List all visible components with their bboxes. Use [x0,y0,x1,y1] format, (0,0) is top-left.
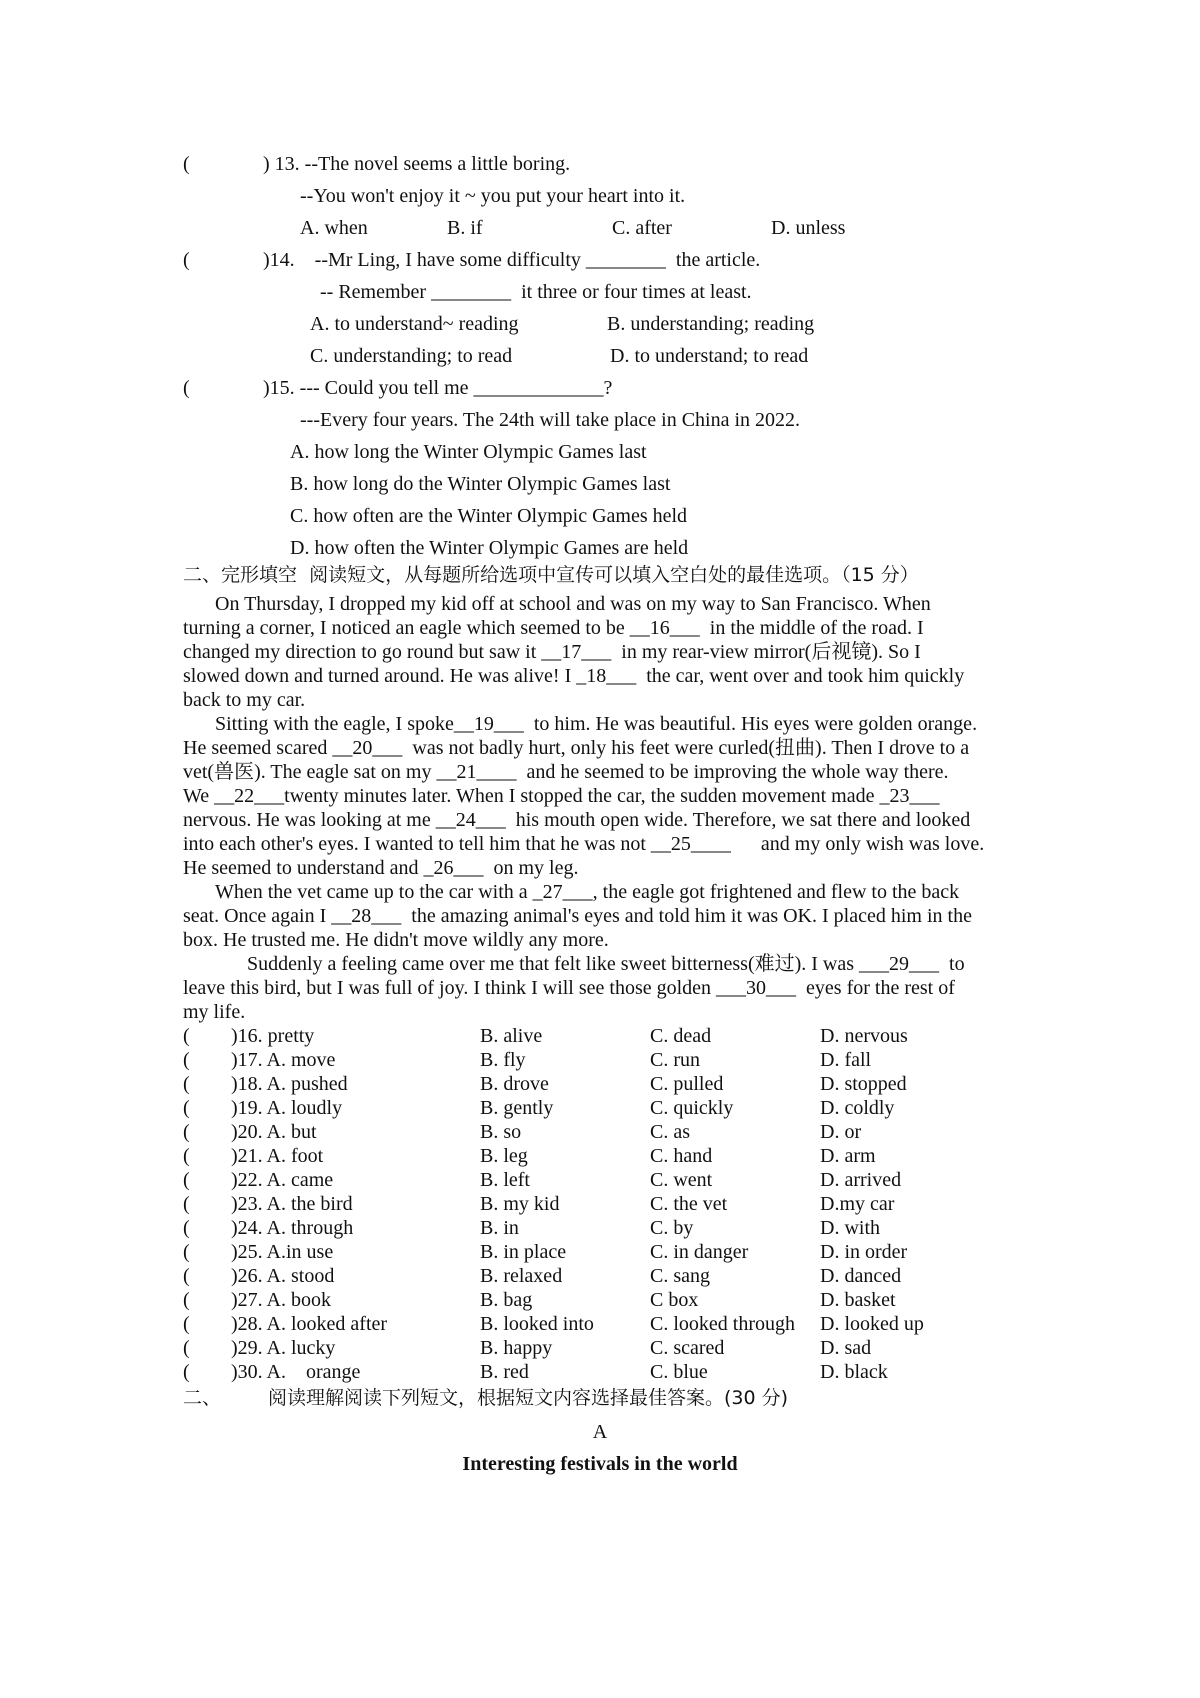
option-d: D. fall [820,1049,872,1071]
option-a: )28. A. looked after [231,1313,388,1335]
question-reply: -- Remember ________ it three or four times at least. [320,281,752,303]
blank-29: ___29___ [859,953,940,975]
option-b: B. alive [480,1025,543,1047]
answer-paren: ( [183,1313,190,1335]
section-number: 二、 [183,1387,222,1409]
passage-line: He seemed to understand and _26___ on my leg. [183,857,579,879]
option-b: B. leg [480,1145,528,1167]
option-b: B. red [480,1361,529,1383]
question-stem: )15. --- Could you tell me _____________? [263,377,613,399]
option-b: B. if [447,217,483,239]
option-c: C. how often are the Winter Olympic Games held [290,505,688,527]
answer-paren: ( [183,153,190,175]
option-a: )22. A. came [231,1169,334,1191]
option-d: D. with [820,1217,880,1239]
option-c: C. the vet [650,1193,728,1215]
option-b: B. fly [480,1049,526,1071]
option-c: C. pulled [650,1073,724,1095]
passage-line: my life. [183,1001,246,1023]
blank-23: _23___ [879,785,940,807]
option-c: C box [650,1289,699,1311]
blank-16: __16___ [629,617,700,639]
option-b: B. left [480,1169,530,1191]
option-c: C. dead [650,1025,712,1047]
question-reply: --You won't enjoy it ~ you put your heart into it. [300,185,686,207]
passage-line: box. He trusted me. He didn't move wildly any more. [183,929,609,951]
answer-paren: ( [183,1121,190,1143]
option-a: )18. A. pushed [231,1073,348,1095]
passage-line: changed my direction to go round but saw it __17___ in my rear-view mirror(后视镜). So I [183,641,921,663]
option-a: )29. A. lucky [231,1337,336,1359]
option-d: D. nervous [820,1025,908,1047]
answer-paren: ( [183,1193,190,1215]
option-a: )20. A. but [231,1121,317,1143]
blank-22: __22___ [214,785,285,807]
question-stem: ) 13. --The novel seems a little boring. [263,153,571,175]
option-c: C. sang [650,1265,710,1287]
option-d: D.my car [820,1193,895,1215]
blank-20: __20___ [332,737,403,759]
passage-line: back to my car. [183,689,306,711]
option-d: D. to understand; to read [610,345,809,367]
option-a: )21. A. foot [231,1145,324,1167]
option-d: D. unless [771,217,846,239]
option-b: B. in place [480,1241,567,1263]
option-c: C. blue [650,1361,708,1383]
answer-paren: ( [183,1145,190,1167]
option-d: D. arm [820,1145,876,1167]
option-b: B. so [480,1121,522,1143]
option-a: )30. A. orange [231,1361,361,1383]
option-d: D. danced [820,1265,902,1287]
answer-paren: ( [183,1049,190,1071]
section-instructions: 阅读理解阅读下列短文，根据短文内容选择最佳答案。(30 分) [268,1387,789,1409]
answer-paren: ( [183,377,190,399]
option-a: )16. pretty [231,1025,315,1047]
blank-24: __24___ [435,809,506,831]
option-b: B. drove [480,1073,549,1095]
question-reply: ---Every four years. The 24th will take place in China in 2022. [300,409,801,431]
option-d: D. in order [820,1241,908,1263]
option-c: C. after [612,217,672,239]
question-stem: )14. --Mr Ling, I have some difficulty ________ the article. [263,249,761,271]
option-c: C. quickly [650,1097,734,1119]
passage-line: leave this bird, but I was full of joy. I think I will see those golden ___30___ eyes for the rest of [183,977,955,999]
passage-line: slowed down and turned around. He was alive! I _18___ the car, went over and took him quickly [183,665,965,687]
option-d: D. sad [820,1337,872,1359]
blank-18: _18___ [576,665,637,687]
blank-30: ___30___ [716,977,797,999]
option-a: )27. A. book [231,1289,331,1311]
option-b: B. bag [480,1289,533,1311]
option-d: D. arrived [820,1169,902,1191]
option-a: A. how long the Winter Olympic Games last [290,441,647,463]
passage-line: We __22___twenty minutes later. When I stopped the car, the sudden movement made _23___ [183,785,940,807]
option-b: B. happy [480,1337,553,1359]
blank-28: __28___ [331,905,402,927]
option-c: C. as [650,1121,690,1143]
answer-paren: ( [183,1025,190,1047]
answer-paren: ( [183,1289,190,1311]
option-b: B. gently [480,1097,554,1119]
blank-21: __21____ [436,761,517,783]
answer-paren: ( [183,1361,190,1383]
option-b: B. how long do the Winter Olympic Games last [290,473,671,495]
option-a: )23. A. the bird [231,1193,353,1215]
answer-paren: ( [183,1169,190,1191]
blank: ________ [431,281,512,303]
passage-line: Sitting with the eagle, I spoke__19___ to him. He was beautiful. His eyes were golden orange. [215,713,978,735]
option-c: C. by [650,1217,694,1239]
answer-paren: ( [183,1217,190,1239]
blank-17: __17___ [541,641,612,663]
option-d: D. or [820,1121,862,1143]
passage-line: He seemed scared __20___ was not badly hurt, only his feet were curled(扭曲). Then I drove to a [183,737,970,759]
passage-label: A [592,1421,608,1443]
blank-26: _26___ [423,857,484,879]
option-c: C. understanding; to read [310,345,513,367]
answer-paren: ( [183,1265,190,1287]
option-b: B. relaxed [480,1265,563,1287]
option-c: C. run [650,1049,700,1071]
option-a: )26. A. stood [231,1265,335,1287]
answer-paren: ( [183,249,190,271]
cloze-heading: 二、完形填空 阅读短文，从每题所给选项中宣传可以填入空白处的最佳选项。（15 分） [183,564,919,586]
passage-line: seat. Once again I __28___ the amazing animal's eyes and told him it was OK. I placed him in the [183,905,972,927]
blank-19: __19___ [453,713,524,735]
option-a: )24. A. through [231,1217,354,1239]
answer-paren: ( [183,1073,190,1095]
option-d: D. looked up [820,1313,924,1335]
option-d: D. basket [820,1289,896,1311]
answer-paren: ( [183,1241,190,1263]
passage-line: into each other's eyes. I wanted to tell him that he was not __25____ and my only wish was love. [183,833,985,855]
option-a: A. to understand~ reading [310,313,519,335]
option-a: )19. A. loudly [231,1097,343,1119]
passage-line: turning a corner, I noticed an eagle which seemed to be __16___ in the middle of the road. I [183,617,924,639]
passage-line: When the vet came up to the car with a _27___, the eagle got frightened and flew to the back [215,881,960,903]
option-a: )17. A. move [231,1049,336,1071]
passage-line: vet(兽医). The eagle sat on my __21____ and he seemed to be improving the whole way there. [183,761,949,783]
option-c: C. hand [650,1145,713,1167]
option-c: C. in danger [650,1241,749,1263]
answer-paren: ( [183,1097,190,1119]
option-c: C. went [650,1169,713,1191]
passage-title: Interesting festivals in the world [462,1453,738,1475]
option-c: C. looked through [650,1313,795,1335]
option-b: B. looked into [480,1313,594,1335]
option-d: D. black [820,1361,888,1383]
option-d: D. how often the Winter Olympic Games are held [290,537,689,559]
passage-line: On Thursday, I dropped my kid off at school and was on my way to San Francisco. When [215,593,931,615]
option-b: B. my kid [480,1193,560,1215]
blank: ________ [585,249,666,271]
option-d: D. coldly [820,1097,895,1119]
option-a: A. when [300,217,368,239]
option-c: C. scared [650,1337,725,1359]
answer-paren: ( [183,1337,190,1359]
passage-line: Suddenly a feeling came over me that felt like sweet bitterness(难过). I was ___29___ to [247,953,965,975]
option-b: B. in [480,1217,519,1239]
blank-25: __25____ [650,833,731,855]
option-b: B. understanding; reading [607,313,815,335]
option-d: D. stopped [820,1073,907,1095]
option-a: )25. A.in use [231,1241,334,1263]
blank-27: _27___ [532,881,593,903]
passage-line: nervous. He was looking at me __24___ his mouth open wide. Therefore, we sat there and looked [183,809,971,831]
